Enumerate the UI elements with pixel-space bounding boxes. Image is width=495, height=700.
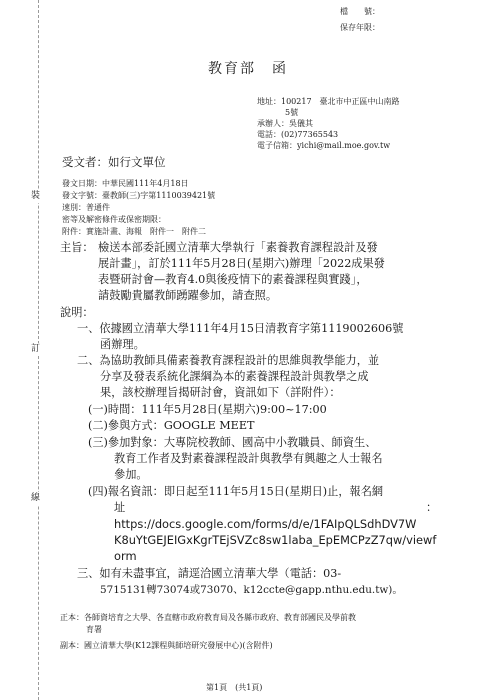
- detail-registration-colon: ：: [426, 501, 438, 514]
- contact-person: 承辦人：吳儀其: [257, 119, 313, 128]
- address-line-2: 5號: [285, 108, 299, 117]
- binding-mark-ding: 訂: [31, 344, 41, 354]
- detail-registration: (四)報名資訊：即日起至111年5月15日(星期日)止，報名網: [88, 485, 384, 498]
- attachments: 附件：實施計畫、海報 附件一 附件二: [62, 227, 206, 236]
- subject-line: 表暨研討會—教育4.0與後疫情下的素養課程與實踐」，: [98, 273, 368, 286]
- retention-label: 保存年限：: [340, 23, 380, 32]
- binding-mark-zhuang: 裝: [31, 191, 41, 201]
- explanation-item-1: 一、依據國立清華大學111年4月15日清教育字第1119002606號: [77, 322, 404, 335]
- explanation-item-3-cont: 5715131轉73074或73070、k12ccte@gapp.nthu.edu.tw)。: [100, 584, 403, 596]
- contact-email: 電子信箱：yichi@mail.moe.gov.tw: [257, 141, 391, 150]
- detail-time: (一)時間：111年5月28日(星期六)9:00~17:00: [88, 403, 327, 416]
- page-footer: 第1頁 (共1頁): [206, 683, 263, 692]
- registration-url[interactable]: https://docs.google.com/forms/d/e/1FAIpQLSdhDV7W: [114, 517, 417, 531]
- cc-recipients: 副本：國立清華大學(K12課程與師培研究發展中心)(含附件): [60, 641, 273, 650]
- main-recipients-cont: 育署: [86, 625, 102, 634]
- detail-registration-cont: 址: [114, 501, 126, 514]
- file-number-label: 檔 號：: [340, 7, 380, 16]
- document-title: 教育部 函: [208, 61, 288, 77]
- explanation-label: 說明：: [60, 306, 94, 319]
- explanation-item-2-cont: 分享及發表系統化課綱為本的素養課程設計與教學之成: [100, 370, 369, 383]
- explanation-item-2: 二、為協助教師具備素養教育課程設計的思維與教學能力，並: [77, 354, 380, 367]
- registration-url[interactable]: orm: [114, 549, 137, 563]
- subject-line: 檢送本部委託國立清華大學執行「素養教育課程設計及發: [98, 241, 378, 254]
- registration-url[interactable]: K8uYtGEJEIGxKgrTEjSVZc8sw1laba_EpEMCPzZ7qw/viewf: [114, 533, 437, 547]
- detail-format: (二)參與方式：GOOGLE MEET: [88, 419, 255, 432]
- explanation-item-3: 三、如有未盡事宜，請逕洽國立清華大學（電話：03-: [77, 567, 342, 580]
- subject-line: 請鼓勵貴屬教師踴躍參加，請查照。: [98, 289, 278, 302]
- secrecy-level: 密等及解密條件或保密期限：: [62, 215, 166, 224]
- binding-mark-xian: 線: [31, 493, 41, 503]
- main-recipients: 正本：各師資培育之大學、各直轄市政府教育局及各縣市政府、教育部國民及學前教: [60, 613, 356, 622]
- address-line-1: 地址：100217 臺北市中正區中山南路: [257, 97, 400, 106]
- subject-line: 展計畫」，訂於111年5月28日(星期六)辦理「2022成果發: [98, 257, 385, 270]
- recipient: 受文者：如行文單位: [62, 155, 166, 169]
- delivery-speed: 速別：普通件: [62, 203, 110, 212]
- contact-phone: 電話：(02)77365543: [257, 130, 339, 139]
- issue-date: 發文日期：中華民國111年4月18日: [62, 179, 189, 188]
- explanation-item-1-cont: 函辦理。: [100, 338, 145, 351]
- detail-audience-cont: 教育工作者及對素養課程設計與教學有興趣之人士報名: [114, 452, 383, 465]
- issue-number: 發文字號：臺教師(三)字第1110039421號: [62, 191, 216, 200]
- subject-label: 主旨：: [60, 241, 94, 254]
- explanation-item-2-cont: 果，該校辦理旨揭研討會，資訊如下（詳附件）：: [100, 386, 341, 399]
- detail-audience: (三)參加對象：大專院校教師、國高中小教職員、師資生、: [88, 436, 377, 449]
- detail-audience-cont: 參加。: [114, 468, 148, 481]
